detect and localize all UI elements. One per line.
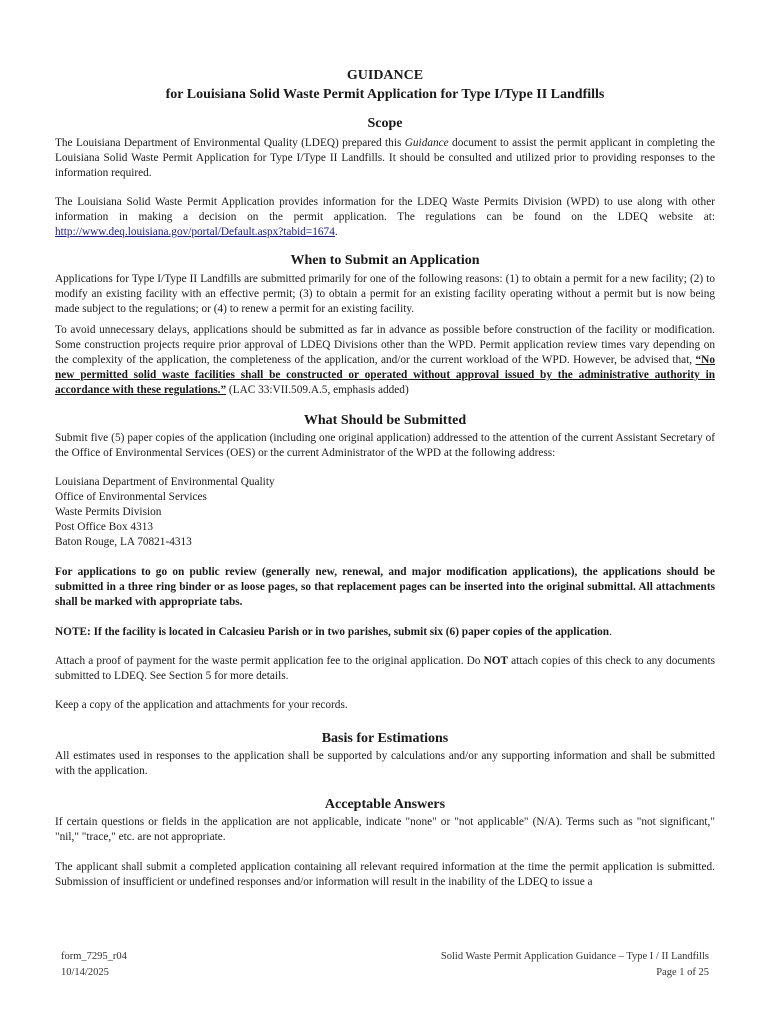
address-line: Baton Rouge, LA 70821-4313 (55, 536, 192, 548)
footer-left (61, 949, 127, 981)
title-line-1: GUIDANCE (346, 68, 424, 83)
page-number: Page 1 of 25 (656, 967, 709, 978)
address-line: Post Office Box 4313 (55, 521, 154, 533)
address-line: Waste Permits Division (55, 506, 162, 518)
when-paragraph-1: Applications for Type I/Type II Landfills are submitted primarily for one of the following reasons: (1) to obtain a permit for a new facility; (2) to modify an existing facility with an effective permit; (3) to obtain a permit for an existing facility operating without a permit but is now being made subject to the regulations; or (4) to renew a permit for an existing facility. (55, 273, 715, 315)
title-line-2: for Louisiana Solid Waste Permit Application for Type I/Type II Landfills (165, 87, 605, 102)
document-title: Solid Waste Permit Application Guidance – Type I / II Landfills (440, 951, 709, 962)
scope-heading: Scope (367, 116, 403, 131)
form-id: form_7295_r04 (61, 951, 127, 962)
what-to-submit-heading: What Should be Submitted (303, 413, 467, 428)
address-line: Louisiana Department of Environmental Quality (55, 476, 275, 488)
guidance-italic: Guidance (404, 137, 449, 149)
when-paragraph-2: To avoid unnecessary delays, applications should be submitted as far in advance as possible before construction of the facility or modification. Some construction projects require prior approval of LDEQ Divisions other than the WPD. Permit application review times vary depending on the complexity of the application, the completeness of the application, and/or the current workload of the WPD. However, be advised that, “No new permitted solid waste facilities shall be constructed or operated without approval issued by the administrative authority in accordance with these regulations.” (LAC 33:VII.509.A.5, emphasis added) (55, 324, 715, 396)
when-to-submit-heading: When to Submit an Application (290, 253, 480, 268)
acceptable-paragraph-1: If certain questions or fields in the application are not applicable, indicate "none" or "not applicable" (N/A). Terms such as "not significant," "nil," "trace," etc. are not appropriate. (55, 816, 715, 843)
what-paragraph-1: Submit five (5) paper copies of the application (including one original application) addressed to the attention of the current Assistant Secretary of the Office of Environmental Services (OES) or the current Administrator of the WPD at the following address: (55, 432, 715, 459)
public-review-paragraph: For applications to go on public review (generally new, renewal, and major modification applications), the applications should be submitted in a three ring binder or as loose pages, so that replacement pages can be inserted into the original submittal. All attachments shall be marked with appropriate tabs. (55, 566, 715, 608)
address-line: Office of Environmental Services (55, 491, 207, 503)
scope-paragraph-2: The Louisiana Solid Waste Permit Application provides information for the LDEQ Waste Permits Division (WPD) to use along with other information in making a decision on the permit application. The regulations can be found on the LDEQ website at: http://www.deq.louisiana.gov/portal/Default.aspx?tabid=1674. (55, 196, 715, 238)
payment-paragraph: Attach a proof of payment for the waste permit application fee to the original application. Do NOT attach copies of this check to any documents submitted to LDEQ. See Section 5 for more details. (55, 655, 715, 682)
basis-heading: Basis for Estimations (321, 731, 449, 746)
keep-copy-paragraph: Keep a copy of the application and attachments for your records. (55, 699, 348, 711)
ldeq-regulations-link[interactable]: http://www.deq.louisiana.gov/portal/Default.aspx?tabid=1674 (55, 226, 335, 238)
document-page (55, 66, 715, 890)
basis-paragraph: All estimates used in responses to the application shall be supported by calculations and/or any supporting information and shall be submitted with the application. (55, 750, 715, 777)
acceptable-answers-heading: Acceptable Answers (324, 797, 446, 812)
footer-right (441, 949, 709, 981)
scope-paragraph-1: The Louisiana Department of Environmental Quality (LDEQ) prepared this Guidance document to assist the permit applicant in completing the Louisiana Solid Waste Permit Application for Type I/Type II Landfills. It should be consulted and utilized prior to providing responses to the information required. (55, 137, 715, 179)
regulation-quote: “No new permitted solid waste facilities shall be constructed or operated without approval issued by the administrative authority in accordance with these regulations.” (55, 354, 715, 396)
form-date: 10/14/2025 (61, 967, 109, 978)
mailing-address (55, 475, 715, 550)
acceptable-paragraph-2: The applicant shall submit a completed application containing all relevant required information at the time the permit application is submitted. Submission of insufficient or undefined responses and/or information will result in the inability of the LDEQ to issue a (55, 861, 715, 888)
calcasieu-note: NOTE: If the facility is located in Calcasieu Parish or in two parishes, submit six (6) paper copies of the application. (55, 626, 612, 638)
